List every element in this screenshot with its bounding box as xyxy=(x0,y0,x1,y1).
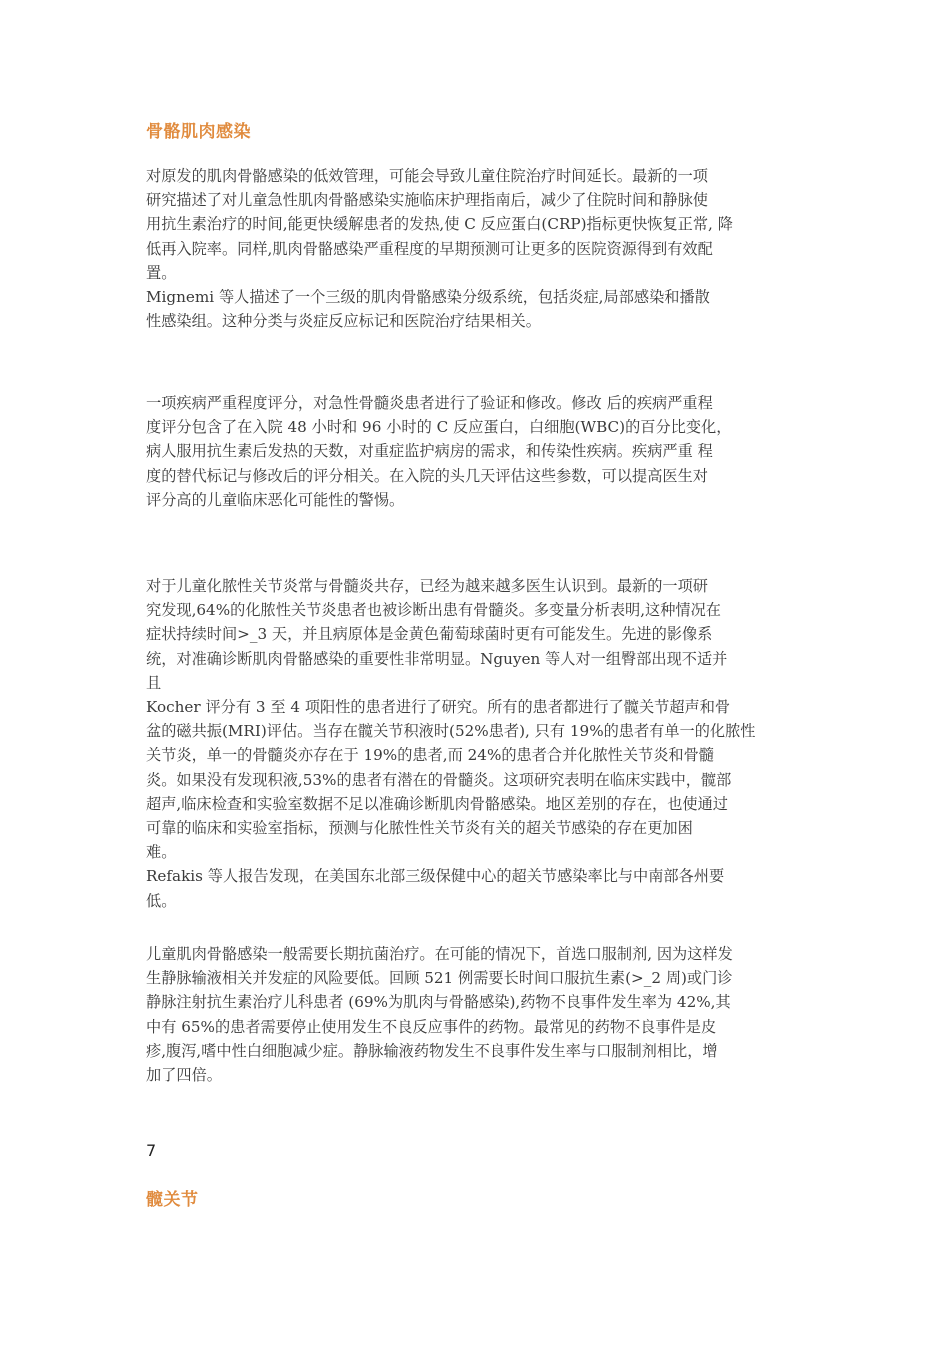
text-line: 盆的磁共振(MRI)评估。当存在髋关节积液时(52%患者), 只有 19%的患者有单一的化脓性 xyxy=(146,722,756,741)
text-line: 病人服用抗生素后发热的天数，对重症监护病房的需求，和传染性疾病。疾病严重 程 xyxy=(146,442,713,461)
paragraph-3 xyxy=(146,574,814,913)
text-line: 超声,临床检查和实验室数据不足以准确诊断肌肉骨骼感染。地区差别的存在，也使通过 xyxy=(146,794,728,813)
section-heading-hip-joint: 髋关节 xyxy=(146,1190,199,1210)
text-line: 儿童肌肉骨骼感染一般需要长期抗菌治疗。在可能的情况下，首选口服制剂, 因为这样发 xyxy=(146,945,733,963)
text-line: Mignemi 等人描述了一个三级的肌肉骨骼感染分级系统，包括炎症,局部感染和播散 xyxy=(146,288,710,307)
text-line: 疹,腹泻,嗜中性白细胞减少症。静脉输液药物发生不良事件发生率与口服制剂相比，增 xyxy=(146,1041,718,1060)
text-line: 炎。如果没有发现积液,53%的患者有潜在的骨髓炎。这项研究表明在临床实践中，髋部 xyxy=(146,770,732,789)
paragraph-2 xyxy=(146,391,814,512)
text-line: 症状持续时间>_3 天，并且病原体是金黄色葡萄球菌时更有可能发生。先进的影像系 xyxy=(146,625,713,644)
text-line: 且 xyxy=(146,673,162,692)
text-line: 性感染组。这种分类与炎症反应标记和医院治疗结果相关。 xyxy=(146,312,541,331)
text-line: 生静脉输液相关并发症的风险要低。回顾 521 例需要长时间口服抗生素(>_2 周)或门诊 xyxy=(146,969,733,988)
text-line: Refakis 等人报告发现，在美国东北部三级保健中心的超关节感染率比与中南部各州要 xyxy=(146,867,725,886)
text-line: 中有 65%的患者需要停止使用发生不良反应事件的药物。最常见的药物不良事件是皮 xyxy=(146,1017,717,1036)
text-line: 用抗生素治疗的时间,能更快缓解患者的发热,使 C 反应蛋白(CRP)指标更快恢复正常, 降 xyxy=(146,215,733,234)
text-line: 低再入院率。同样,肌肉骨骼感染严重程度的早期预测可让更多的医院资源得到有效配 xyxy=(146,239,713,258)
text-line: 关节炎，单一的骨髓炎亦存在于 19%的患者,而 24%的患者合并化脓性关节炎和骨髓 xyxy=(146,746,714,765)
text-line: 置。 xyxy=(146,263,177,282)
paragraph-4 xyxy=(146,942,814,1087)
text-line: Kocher 评分有 3 至 4 项阳性的患者进行了研究。所有的患者都进行了髋关节超声和骨 xyxy=(146,698,731,717)
paragraph-1 xyxy=(146,164,814,333)
page-number: 7 xyxy=(146,1141,157,1160)
section-heading-musculoskeletal-infection: 骨骼肌肉感染 xyxy=(146,122,251,142)
text-line: 对原发的肌肉骨骼感染的低效管理，可能会导致儿童住院治疗时间延长。最新的一项 xyxy=(146,167,708,185)
text-line: 一项疾病严重程度评分，对急性骨髓炎患者进行了验证和修改。修改 后的疾病严重程 xyxy=(146,394,713,412)
text-line: 评分高的儿童临床恶化可能性的警惕。 xyxy=(146,490,405,509)
text-line: 加了四倍。 xyxy=(146,1066,222,1085)
text-line: 可靠的临床和实验室指标，预测与化脓性性关节炎有关的超关节感染的存在更加困 xyxy=(146,819,693,838)
text-line: 研究描述了对儿童急性肌肉骨骼感染实施临床护理指南后，减少了住院时间和静脉使 xyxy=(146,191,708,210)
text-line: 究发现,64%的化脓性关节炎患者也被诊断出患有骨髓炎。多变量分析表明,这种情况在 xyxy=(146,601,721,620)
text-line: 对于儿童化脓性关节炎常与骨髓炎共存，已经为越来越多医生认识到。最新的一项研 xyxy=(146,577,708,595)
text-line: 低。 xyxy=(146,891,177,910)
text-line: 静脉注射抗生素治疗儿科患者 (69%为肌肉与骨骼感染),药物不良事件发生率为 42%,其 xyxy=(146,993,731,1012)
text-line: 难。 xyxy=(146,843,177,862)
text-line: 度评分包含了在入院 48 小时和 96 小时的 C 反应蛋白，白细胞(WBC)的百分比变化， xyxy=(146,418,732,437)
text-line: 统，对准确诊断肌肉骨骼感染的重要性非常明显。Nguyen 等人对一组臀部出现不适并 xyxy=(146,649,728,668)
text-line: 度的替代标记与修改后的评分相关。在入院的头几天评估这些参数，可以提高医生对 xyxy=(146,466,708,485)
